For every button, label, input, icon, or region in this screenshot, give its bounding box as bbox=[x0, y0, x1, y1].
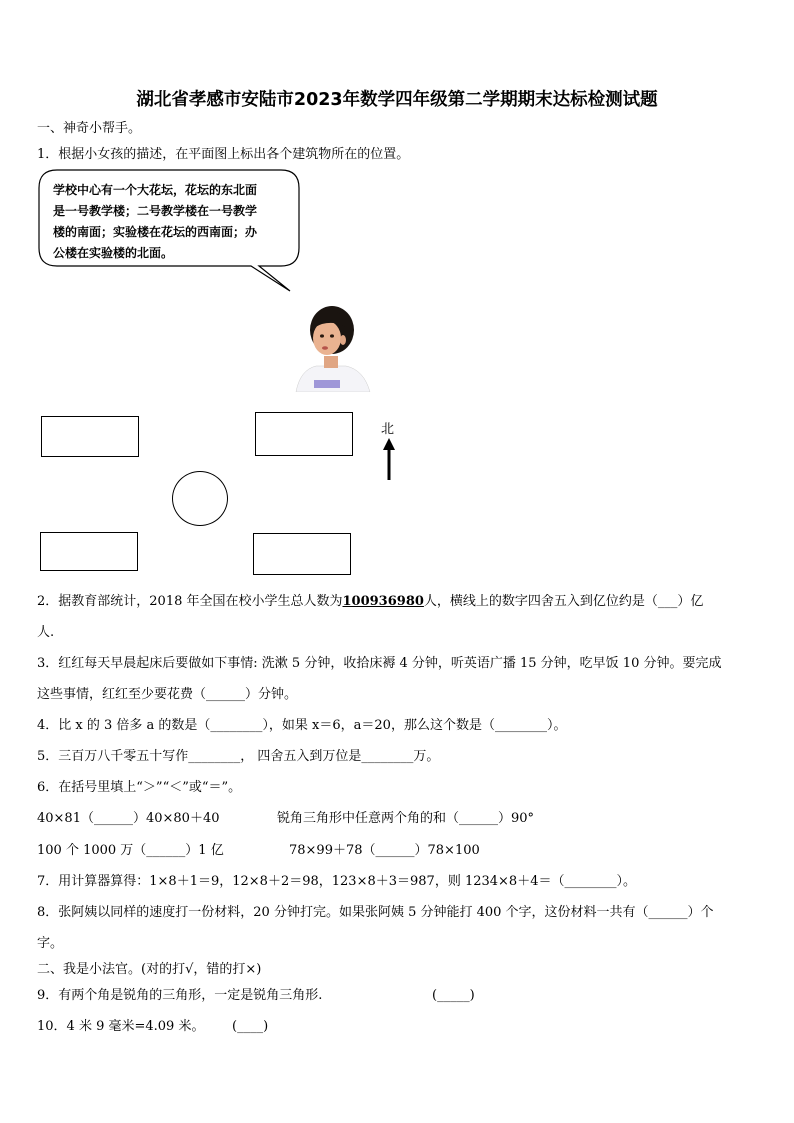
map-box-southwest[interactable] bbox=[40, 532, 138, 571]
question-4: 4．比 x 的 3 倍多 a 的数是（________），如果 x＝6，a＝20，那么这个数是（________）。 bbox=[37, 718, 567, 733]
bubble-line: 公楼在实验楼的北面。 bbox=[53, 246, 174, 260]
question-5: 5．三百万八千零五十写作________， 四舍五入到万位是________万。 bbox=[37, 749, 440, 764]
q6-item-1: 40×81（______）40×80＋40 bbox=[37, 811, 220, 826]
q10-answer-blank[interactable]: (____) bbox=[232, 1019, 269, 1034]
flower-bed-circle bbox=[172, 471, 228, 526]
map-box-northwest[interactable] bbox=[41, 416, 139, 457]
question-1: 1．根据小女孩的描述，在平面图上标出各个建筑物所在的位置。 bbox=[37, 147, 410, 162]
map-box-northeast[interactable] bbox=[255, 412, 353, 456]
question-10: 10．4 米 9 毫米=4.09 米。 bbox=[37, 1019, 205, 1034]
bubble-line: 楼的南面；实验楼在花坛的西南面；办 bbox=[53, 225, 258, 239]
q2-number: 100936980 bbox=[342, 594, 424, 609]
north-label: 北 bbox=[381, 422, 395, 437]
speech-bubble bbox=[37, 168, 301, 266]
q6-item-4: 78×99＋78（______）78×100 bbox=[289, 843, 480, 858]
question-3-line-1: 3．红红每天早晨起床后要做如下事情: 洗漱 5 分钟，收拾床褥 4 分钟，听英语广播 15 分钟，吃早饭 10 分钟。要完成 bbox=[37, 656, 722, 671]
question-2-cont: 人. bbox=[37, 625, 55, 640]
section-heading-1: 一、神奇小帮手。 bbox=[37, 121, 142, 136]
q6-item-2: 锐角三角形中任意两个角的和（______）90° bbox=[277, 811, 535, 826]
question-9: 9．有两个角是锐角的三角形，一定是锐角三角形. bbox=[37, 988, 323, 1003]
section-heading-2: 二、我是小法官。(对的打√，错的打×) bbox=[37, 962, 262, 977]
bubble-line: 学校中心有一个大花坛，花坛的东北面 bbox=[53, 183, 258, 197]
page-title: 湖北省孝感市安陆市2023年数学四年级第二学期期末达标检测试题 bbox=[136, 90, 658, 110]
q2-after: 人，横线上的数字四舍五入到亿位约是（___）亿 bbox=[423, 594, 704, 609]
q9-answer-blank[interactable]: (_____) bbox=[432, 988, 475, 1003]
bubble-line: 是一号教学楼；二号教学楼在一号教学 bbox=[53, 204, 258, 218]
speech-bubble-text bbox=[53, 180, 291, 264]
north-arrow-icon bbox=[382, 438, 396, 482]
q6-item-3: 100 个 1000 万（______）1 亿 bbox=[37, 843, 224, 858]
question-7: 7．用计算器算得：1×8＋1＝9，12×8＋2＝98，123×8＋3＝987，则 1234×8＋4＝（________）。 bbox=[37, 874, 636, 889]
question-6-prompt: 6．在括号里填上“＞”“＜”或“＝”。 bbox=[37, 780, 242, 795]
question-2 bbox=[37, 594, 703, 610]
question-8-line-2: 字。 bbox=[37, 936, 64, 951]
question-3-line-2: 这些事情，红红至少要花费（______）分钟。 bbox=[37, 687, 298, 702]
child-photo bbox=[292, 300, 372, 396]
map-box-southeast[interactable] bbox=[253, 533, 351, 575]
q2-before: 2．据教育部统计，2018 年全国在校小学生总人数为 bbox=[37, 594, 343, 609]
question-8-line-1: 8．张阿姨以同样的速度打一份材料，20 分钟打完。如果张阿姨 5 分钟能打 400 个字，这份材料一共有（______）个 bbox=[37, 905, 714, 920]
